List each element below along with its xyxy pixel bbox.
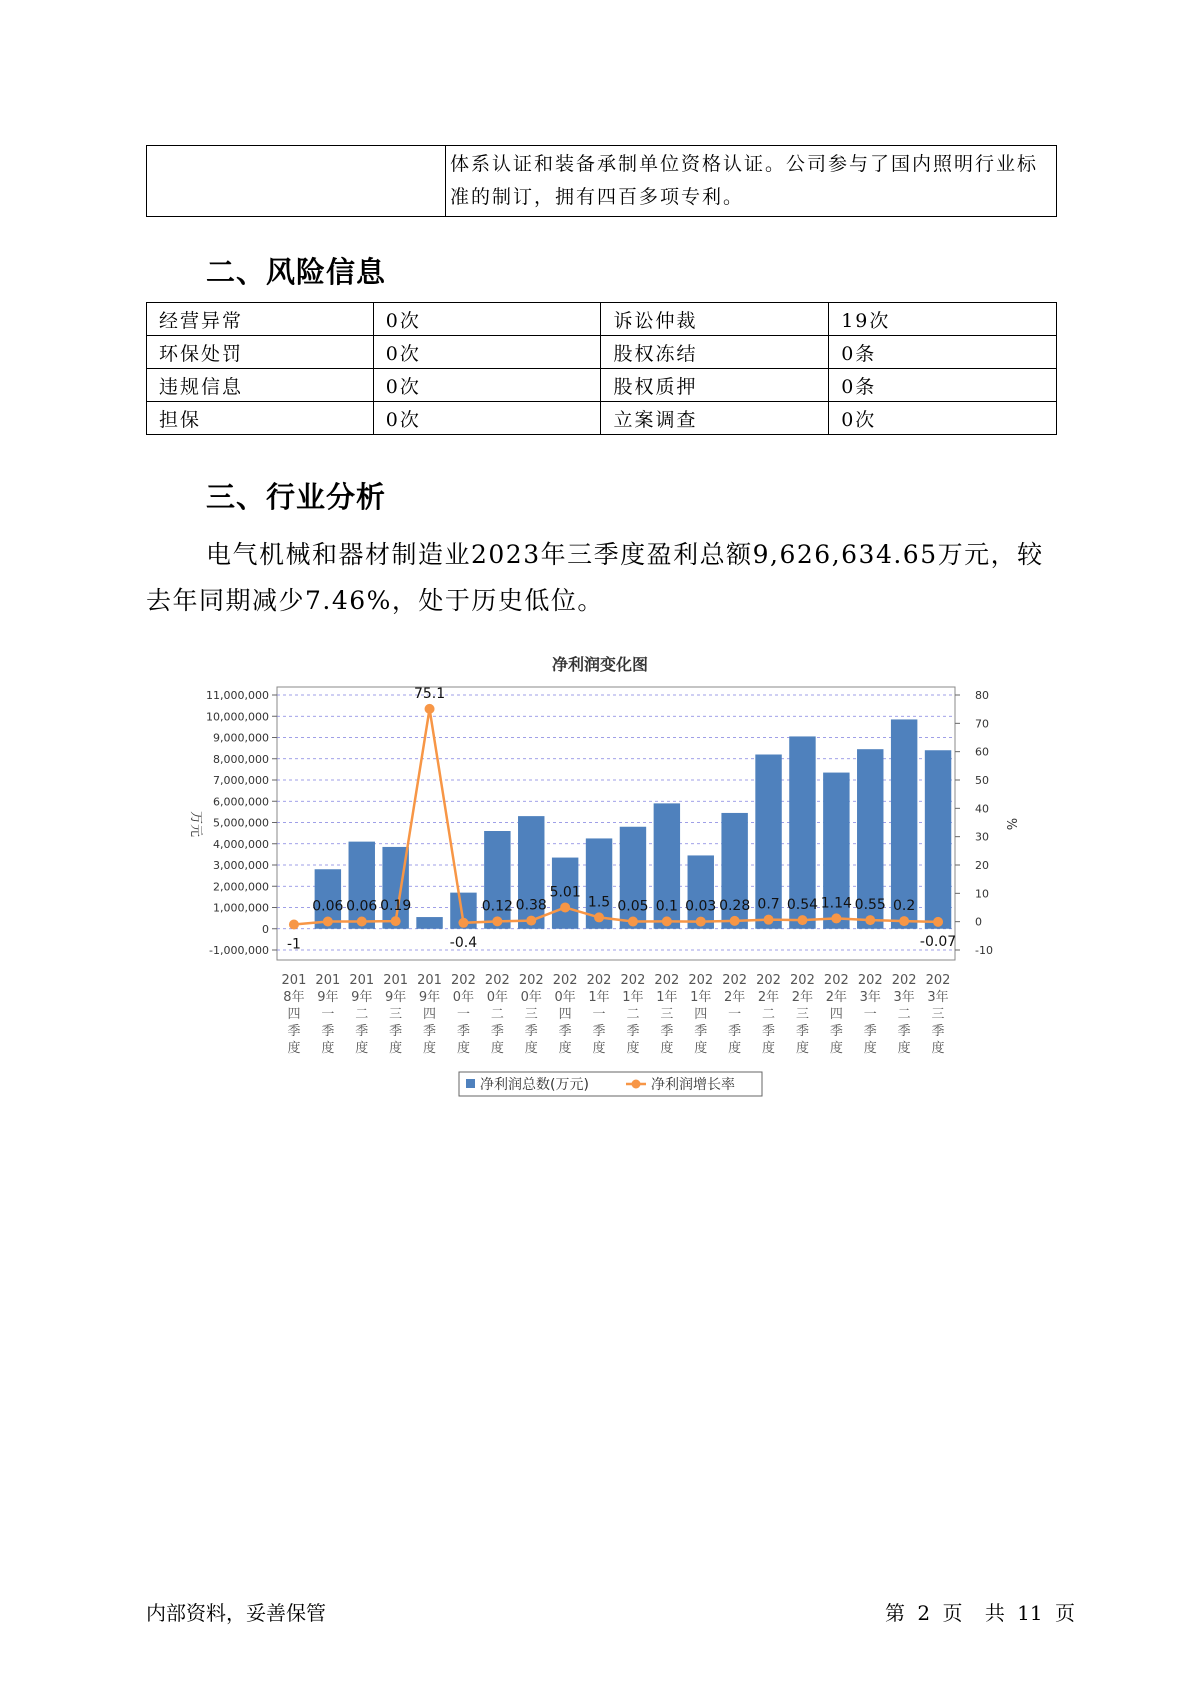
growth-label: 0.2 bbox=[893, 898, 916, 915]
y2-tick-label: -10 bbox=[975, 944, 993, 957]
x-tick-label: 201 8年四季度 bbox=[281, 973, 307, 1056]
table-row bbox=[147, 336, 1057, 369]
total-word: 共 bbox=[984, 1601, 1005, 1625]
industry-paragraph: 电气机械和器材制造业2023年三季度盈利总额9,626,634.65万元，较去年同期减少7.46%，处于历史低位。 bbox=[146, 540, 1044, 615]
y-tick-label: -1,000,000 bbox=[209, 944, 269, 957]
risk-table bbox=[146, 302, 1057, 435]
growth-label: 75.1 bbox=[413, 685, 446, 702]
company-info-table bbox=[146, 145, 1057, 217]
company-info-left-cell bbox=[147, 146, 446, 217]
y-tick-label: 5,000,000 bbox=[213, 816, 269, 830]
page-number: 2 bbox=[917, 1601, 931, 1625]
growth-point bbox=[492, 916, 502, 926]
legend-bar-label: 净利润总数(万元) bbox=[480, 1077, 589, 1093]
risk-value: 0次 bbox=[829, 402, 1057, 435]
growth-label: 0.38 bbox=[515, 897, 547, 914]
bar bbox=[925, 750, 951, 929]
growth-point bbox=[357, 916, 367, 926]
x-tick-label: 202 0年四季度 bbox=[552, 973, 578, 1056]
x-tick-label: 202 2年一季度 bbox=[722, 973, 748, 1056]
y2-tick-label: 0 bbox=[975, 915, 982, 929]
risk-label: 环保处罚 bbox=[147, 336, 374, 369]
footer-page-info bbox=[885, 1597, 1075, 1626]
y-tick-label: 3,000,000 bbox=[213, 859, 269, 872]
growth-label: 1.5 bbox=[587, 894, 611, 911]
y2-tick-label: 60 bbox=[975, 745, 989, 759]
growth-label: 0.7 bbox=[757, 896, 780, 913]
risk-value: 0次 bbox=[373, 336, 601, 369]
risk-value: 0次 bbox=[373, 402, 601, 435]
growth-point bbox=[696, 917, 706, 927]
y-tick-label: 11,000,000 bbox=[206, 689, 269, 702]
growth-label: 0.19 bbox=[380, 898, 412, 915]
page-word: 第 bbox=[885, 1601, 905, 1625]
growth-point bbox=[865, 915, 875, 925]
y-tick-label: 8,000,000 bbox=[213, 752, 269, 766]
risk-label: 诉讼仲裁 bbox=[601, 303, 829, 336]
risk-label: 违规信息 bbox=[147, 369, 374, 402]
growth-point bbox=[899, 916, 909, 926]
y2-tick-label: 70 bbox=[975, 717, 989, 731]
risk-value: 0次 bbox=[373, 303, 601, 336]
y-tick-label: 7,000,000 bbox=[213, 774, 269, 787]
company-info-right-cell: 体系认证和装备承制单位资格认证。公司参与了国内照明行业标准的制订，拥有四百多项专利。 bbox=[446, 146, 1057, 217]
growth-label: 5.01 bbox=[549, 884, 581, 901]
table-row bbox=[147, 402, 1057, 435]
legend-bar-swatch bbox=[466, 1079, 475, 1088]
x-tick-label: 202 1年三季度 bbox=[654, 973, 680, 1056]
growth-label: 0.06 bbox=[312, 898, 344, 915]
x-tick-label: 202 2年三季度 bbox=[790, 973, 815, 1056]
page-word: 页 bbox=[942, 1601, 963, 1625]
growth-point bbox=[594, 912, 604, 922]
table-row bbox=[147, 303, 1057, 336]
y2-tick-label: 30 bbox=[975, 830, 989, 844]
growth-point bbox=[628, 917, 638, 927]
net-profit-chart bbox=[0, 640, 1191, 1100]
x-tick-label: 201 9年三季度 bbox=[383, 973, 409, 1056]
growth-label: 0.05 bbox=[617, 898, 649, 915]
risk-label: 担保 bbox=[147, 402, 374, 435]
y2-tick-label: 10 bbox=[975, 887, 989, 901]
growth-point bbox=[764, 915, 774, 925]
y-tick-label: 6,000,000 bbox=[213, 795, 269, 809]
y2-tick-label: 40 bbox=[975, 802, 989, 816]
growth-point bbox=[730, 916, 740, 926]
growth-label: 1.14 bbox=[820, 895, 852, 912]
risk-label: 股权质押 bbox=[601, 369, 829, 402]
x-tick-label: 201 9年一季度 bbox=[315, 973, 341, 1056]
growth-point bbox=[831, 913, 841, 923]
risk-value: 0条 bbox=[829, 369, 1057, 402]
growth-label: 0.28 bbox=[719, 897, 751, 914]
growth-label: -0.07 bbox=[919, 933, 957, 950]
x-tick-label: 202 3年一季度 bbox=[857, 973, 883, 1056]
bar bbox=[349, 842, 375, 929]
footer-confidential: 内部资料，妥善保管 bbox=[146, 1601, 326, 1625]
total-word: 页 bbox=[1054, 1601, 1075, 1625]
y2-axis-label: % bbox=[1003, 817, 1018, 831]
growth-label: 0.1 bbox=[655, 898, 678, 915]
growth-point bbox=[560, 902, 570, 912]
legend-line-label: 净利润增长率 bbox=[651, 1077, 735, 1093]
x-tick-label: 202 2年二季度 bbox=[756, 973, 781, 1056]
x-tick-label: 202 0年二季度 bbox=[484, 973, 510, 1056]
growth-point bbox=[933, 917, 943, 927]
x-tick-label: 202 3年三季度 bbox=[925, 973, 951, 1056]
growth-label: 0.55 bbox=[854, 897, 886, 914]
risk-label: 立案调查 bbox=[601, 402, 829, 435]
x-tick-label: 202 0年一季度 bbox=[451, 973, 476, 1056]
growth-point bbox=[458, 918, 468, 928]
growth-point bbox=[289, 920, 299, 930]
y-tick-label: 1,000,000 bbox=[213, 901, 269, 915]
x-tick-label: 201 9年四季度 bbox=[417, 973, 442, 1056]
growth-point bbox=[797, 915, 807, 925]
chart-title: 净利润变化图 bbox=[551, 655, 649, 674]
x-tick-label: 202 1年二季度 bbox=[620, 973, 646, 1056]
legend-line-marker bbox=[632, 1080, 641, 1089]
growth-label: -1 bbox=[286, 936, 301, 953]
x-tick-label: 202 2年四季度 bbox=[823, 973, 849, 1056]
risk-value: 0次 bbox=[373, 369, 601, 402]
y-axis-label: 万元 bbox=[188, 810, 203, 838]
y2-tick-label: 80 bbox=[975, 689, 989, 702]
growth-label: 0.03 bbox=[685, 898, 717, 915]
growth-label: 0.54 bbox=[786, 897, 819, 914]
y-tick-label: 4,000,000 bbox=[213, 837, 269, 851]
growth-point bbox=[425, 704, 435, 714]
industry-heading: 三、行业分析 bbox=[206, 480, 387, 514]
risk-label: 经营异常 bbox=[147, 303, 374, 336]
x-tick-label: 202 1年一季度 bbox=[586, 973, 612, 1056]
y2-tick-label: 20 bbox=[975, 859, 989, 872]
risk-heading: 二、风险信息 bbox=[206, 255, 387, 289]
y-tick-label: 10,000,000 bbox=[206, 710, 269, 724]
risk-value: 19次 bbox=[829, 303, 1057, 336]
growth-label: -0.4 bbox=[449, 934, 478, 951]
risk-label: 股权冻结 bbox=[601, 336, 829, 369]
x-tick-label: 202 0年三季度 bbox=[518, 973, 544, 1056]
growth-point bbox=[526, 916, 536, 926]
y-tick-label: 9,000,000 bbox=[213, 731, 269, 745]
y-tick-label: 2,000,000 bbox=[213, 880, 269, 894]
growth-point bbox=[323, 916, 333, 926]
growth-point bbox=[662, 916, 672, 926]
growth-point bbox=[391, 916, 401, 926]
x-tick-label: 202 1年四季度 bbox=[688, 973, 714, 1056]
x-tick-label: 202 3年二季度 bbox=[891, 973, 917, 1056]
growth-label: 0.06 bbox=[346, 898, 378, 915]
x-tick-label: 201 9年二季度 bbox=[349, 973, 375, 1056]
growth-label: 0.12 bbox=[481, 898, 513, 915]
risk-value: 0条 bbox=[829, 336, 1057, 369]
table-row bbox=[147, 369, 1057, 402]
y-tick-label: 0 bbox=[262, 922, 269, 936]
bar bbox=[416, 917, 442, 929]
total-pages: 11 bbox=[1017, 1601, 1043, 1625]
y2-tick-label: 50 bbox=[975, 774, 989, 787]
